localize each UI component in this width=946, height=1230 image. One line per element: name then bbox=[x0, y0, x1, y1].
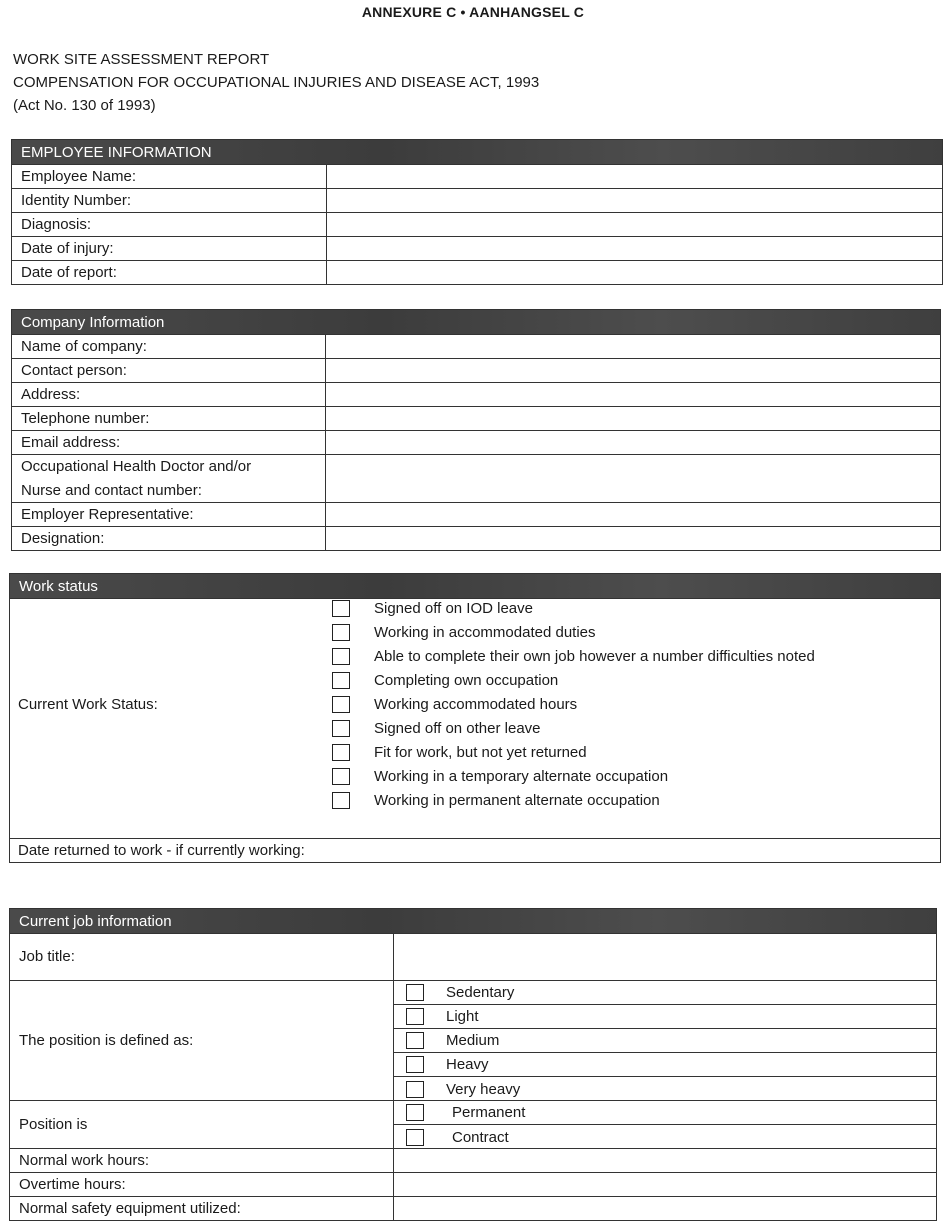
position-is-label: Position is bbox=[10, 1101, 394, 1148]
current-work-status-label: Current Work Status: bbox=[18, 696, 158, 713]
telephone-field[interactable] bbox=[326, 407, 940, 430]
work-status-option-label: Working in accommodated duties bbox=[374, 624, 596, 641]
company-name-label: Name of company: bbox=[12, 335, 326, 358]
report-title: WORK SITE ASSESSMENT REPORT bbox=[13, 51, 270, 68]
position-option-label: Medium bbox=[446, 1032, 500, 1049]
checkbox-icon[interactable] bbox=[406, 1129, 424, 1146]
company-name-field[interactable] bbox=[326, 335, 940, 358]
overtime-field[interactable] bbox=[394, 1173, 936, 1196]
work-status-option-label: Fit for work, but not yet returned bbox=[374, 744, 587, 761]
position-is-option[interactable] bbox=[394, 1101, 936, 1125]
normal-hours-row bbox=[10, 1148, 936, 1172]
contact-person-field[interactable] bbox=[326, 359, 940, 382]
job-information-section bbox=[9, 908, 937, 1221]
contact-person-label: Contact person: bbox=[12, 359, 326, 382]
ohd-label bbox=[12, 455, 326, 502]
act-number: (Act No. 130 of 1993) bbox=[13, 97, 156, 114]
checkbox-icon[interactable] bbox=[332, 696, 350, 713]
position-is-option-label: Permanent bbox=[452, 1104, 526, 1121]
checkbox-icon[interactable] bbox=[332, 600, 350, 617]
address-label: Address: bbox=[12, 383, 326, 406]
safety-row bbox=[10, 1196, 936, 1220]
report-intro bbox=[13, 48, 539, 117]
work-status-option[interactable] bbox=[332, 768, 668, 785]
identity-number-label: Identity Number: bbox=[12, 189, 327, 212]
checkbox-icon[interactable] bbox=[406, 1104, 424, 1121]
checkbox-icon[interactable] bbox=[332, 768, 350, 785]
checkbox-icon[interactable] bbox=[406, 1081, 424, 1098]
address-row bbox=[12, 382, 940, 406]
ohd-row bbox=[12, 454, 940, 502]
work-status-option[interactable] bbox=[332, 648, 815, 665]
position-option-label: Very heavy bbox=[446, 1080, 521, 1098]
designation-field[interactable] bbox=[326, 527, 940, 550]
position-option-label: Heavy bbox=[446, 1056, 489, 1073]
work-status-option-label: Working in permanent alternate occupation bbox=[374, 792, 660, 809]
checkbox-icon[interactable] bbox=[406, 984, 424, 1001]
diagnosis-label: Diagnosis: bbox=[12, 213, 327, 236]
ohd-label-line2: Nurse and contact number: bbox=[21, 481, 202, 499]
ohd-field[interactable] bbox=[326, 455, 940, 502]
date-of-injury-row bbox=[12, 236, 942, 260]
work-status-option[interactable] bbox=[332, 600, 533, 617]
position-is-options bbox=[394, 1101, 936, 1148]
work-status-header: Work status bbox=[10, 574, 940, 598]
checkbox-icon[interactable] bbox=[406, 1008, 424, 1025]
diagnosis-row bbox=[12, 212, 942, 236]
identity-number-row bbox=[12, 188, 942, 212]
work-status-option-label: Working accommodated hours bbox=[374, 696, 578, 713]
position-defined-row bbox=[10, 980, 936, 1100]
position-option-label: Light bbox=[446, 1008, 479, 1025]
company-information-header: Company Information bbox=[12, 310, 940, 334]
position-defined-label: The position is defined as: bbox=[10, 981, 394, 1100]
work-status-option-label: Able to complete their own job however a number difficulties noted bbox=[374, 648, 815, 665]
employee-information-header: EMPLOYEE INFORMATION bbox=[12, 140, 942, 164]
position-option[interactable] bbox=[394, 1053, 936, 1077]
company-information-section bbox=[11, 309, 941, 551]
work-status-option-label: Signed off on IOD leave bbox=[374, 600, 533, 617]
employer-rep-field[interactable] bbox=[326, 503, 940, 526]
checkbox-icon[interactable] bbox=[406, 1056, 424, 1073]
date-of-injury-label: Date of injury: bbox=[12, 237, 327, 260]
work-status-body bbox=[10, 598, 940, 838]
work-status-option[interactable] bbox=[332, 672, 558, 689]
work-status-option[interactable] bbox=[332, 744, 587, 761]
job-title-row bbox=[10, 933, 936, 980]
job-information-header: Current job information bbox=[10, 909, 936, 933]
annexure-title: ANNEXURE C • AANHANGSEL C bbox=[361, 4, 585, 20]
position-option[interactable] bbox=[394, 1077, 936, 1101]
checkbox-icon[interactable] bbox=[332, 792, 350, 809]
ohd-label-line1: Occupational Health Doctor and/or bbox=[21, 457, 252, 475]
work-status-option[interactable] bbox=[332, 624, 596, 641]
checkbox-icon[interactable] bbox=[332, 672, 350, 689]
safety-label: Normal safety equipment utilized: bbox=[10, 1197, 394, 1220]
checkbox-icon[interactable] bbox=[332, 720, 350, 737]
employee-information-section bbox=[11, 139, 943, 285]
position-option-label: Sedentary bbox=[446, 984, 515, 1001]
date-of-report-row bbox=[12, 260, 942, 284]
employee-name-field[interactable] bbox=[327, 165, 942, 188]
identity-number-field[interactable] bbox=[327, 189, 942, 212]
overtime-label: Overtime hours: bbox=[10, 1173, 394, 1196]
work-status-section bbox=[9, 573, 941, 863]
work-status-option-label: Completing own occupation bbox=[374, 672, 559, 689]
position-option[interactable] bbox=[394, 981, 936, 1005]
position-is-option[interactable] bbox=[394, 1125, 936, 1149]
work-status-option[interactable] bbox=[332, 792, 660, 809]
job-title-field[interactable] bbox=[394, 934, 936, 980]
checkbox-icon[interactable] bbox=[406, 1032, 424, 1049]
employee-name-row bbox=[12, 164, 942, 188]
designation-row bbox=[12, 526, 940, 550]
position-option[interactable] bbox=[394, 1005, 936, 1029]
act-title: COMPENSATION FOR OCCUPATIONAL INJURIES AND DISEASE ACT, 1993 bbox=[13, 74, 540, 91]
checkbox-icon[interactable] bbox=[332, 624, 350, 641]
position-is-row bbox=[10, 1100, 936, 1148]
normal-hours-label: Normal work hours: bbox=[10, 1149, 394, 1172]
work-status-option[interactable] bbox=[332, 720, 541, 737]
address-field[interactable] bbox=[326, 383, 940, 406]
date-returned-field[interactable]: Date returned to work - if currently working: bbox=[10, 838, 940, 862]
date-of-report-field[interactable] bbox=[327, 261, 942, 284]
email-label: Email address: bbox=[12, 431, 326, 454]
position-option[interactable] bbox=[394, 1029, 936, 1053]
contact-person-row bbox=[12, 358, 940, 382]
employee-fields bbox=[12, 164, 942, 284]
diagnosis-field[interactable] bbox=[327, 213, 942, 236]
normal-hours-field[interactable] bbox=[394, 1149, 936, 1172]
employer-rep-label: Employer Representative: bbox=[12, 503, 326, 526]
telephone-row bbox=[12, 406, 940, 430]
work-status-option[interactable] bbox=[332, 696, 577, 713]
email-field[interactable] bbox=[326, 431, 940, 454]
work-status-option-label: Signed off on other leave bbox=[374, 720, 541, 737]
designation-label: Designation: bbox=[12, 527, 326, 550]
work-status-option-label: Working in a temporary alternate occupation bbox=[374, 768, 669, 785]
overtime-row bbox=[10, 1172, 936, 1196]
telephone-label: Telephone number: bbox=[12, 407, 326, 430]
date-of-injury-field[interactable] bbox=[327, 237, 942, 260]
safety-field[interactable] bbox=[394, 1197, 936, 1220]
company-name-row bbox=[12, 334, 940, 358]
employee-name-label: Employee Name: bbox=[12, 165, 327, 188]
position-defined-options bbox=[394, 981, 936, 1100]
position-is-option-label: Contract bbox=[452, 1128, 509, 1146]
checkbox-icon[interactable] bbox=[332, 744, 350, 761]
date-of-report-label: Date of report: bbox=[12, 261, 327, 284]
checkbox-icon[interactable] bbox=[332, 648, 350, 665]
employer-rep-row bbox=[12, 502, 940, 526]
email-row bbox=[12, 430, 940, 454]
job-title-label: Job title: bbox=[10, 934, 394, 980]
